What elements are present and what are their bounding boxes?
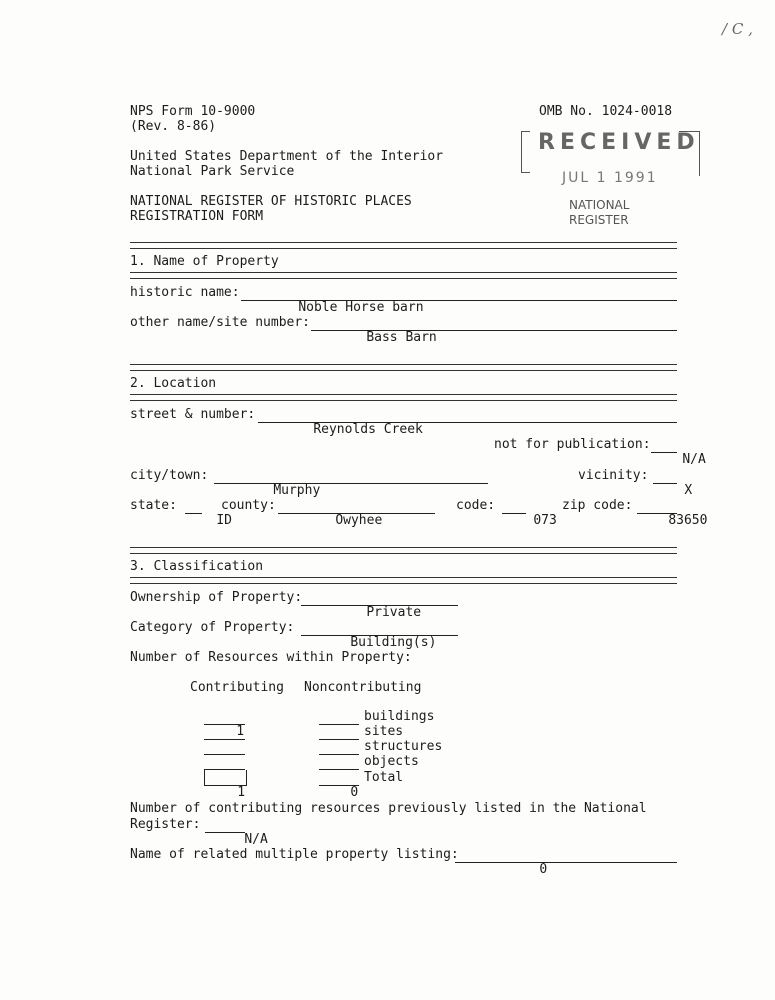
- sites-label: sites: [364, 724, 404, 739]
- section-separator: [130, 547, 677, 554]
- zip-value: 83650: [668, 513, 708, 528]
- street-label: street & number:: [130, 407, 256, 422]
- stamp-received-text: RECEIVED: [538, 130, 700, 155]
- vicinity-value: X: [684, 483, 693, 498]
- noncontributing-sites-field[interactable]: [319, 724, 359, 740]
- not-for-publication-label: not for publication:: [494, 437, 651, 452]
- county-value: Owyhee: [335, 513, 383, 528]
- objects-label: objects: [364, 754, 419, 769]
- previously-listed-label: Number of contributing resources previously listed in the National: [130, 801, 647, 816]
- corner-handwritten-mark: / C ,: [722, 20, 753, 38]
- noncontributing-total-field[interactable]: [319, 770, 359, 800]
- contributing-column-header: Contributing: [190, 680, 284, 695]
- multiple-property-field[interactable]: [455, 847, 677, 877]
- contributing-sites-field[interactable]: [204, 724, 245, 740]
- resources-label: Number of Resources within Property:: [130, 650, 412, 665]
- ownership-field[interactable]: [301, 590, 458, 620]
- buildings-label: buildings: [364, 709, 435, 724]
- other-name-value: Bass Barn: [366, 330, 437, 345]
- noncontributing-structures-field[interactable]: [319, 739, 359, 755]
- noncontributing-total-value: 0: [350, 785, 359, 800]
- contributing-buildings-field[interactable]: [204, 709, 245, 739]
- historic-name-label: historic name:: [130, 285, 240, 300]
- form-number: NPS Form 10-9000: [130, 104, 256, 119]
- section-separator: [130, 577, 677, 584]
- previously-listed-value: N/A: [244, 832, 268, 847]
- register-name: NATIONAL REGISTER OF HISTORIC PLACES: [130, 194, 412, 209]
- state-value: ID: [216, 513, 232, 528]
- department-name: United States Department of the Interior: [130, 149, 444, 164]
- contributing-structures-field[interactable]: [204, 739, 245, 755]
- state-label: state:: [130, 498, 177, 513]
- historic-name-field[interactable]: [241, 285, 677, 315]
- noncontributing-column-header: Noncontributing: [304, 680, 422, 695]
- street-field[interactable]: [258, 407, 677, 437]
- ownership-label: Ownership of Property:: [130, 590, 303, 605]
- multiple-property-value: 0: [539, 862, 548, 877]
- street-value: Reynolds Creek: [313, 422, 423, 437]
- form-name: REGISTRATION FORM: [130, 209, 264, 224]
- vicinity-label: vicinity:: [578, 468, 649, 483]
- other-name-label: other name/site number:: [130, 315, 311, 330]
- county-label: county:: [221, 498, 276, 513]
- ownership-value: Private: [366, 605, 422, 620]
- contributing-total-field[interactable]: [204, 770, 247, 800]
- contributing-objects-field[interactable]: [204, 754, 245, 770]
- city-field[interactable]: [214, 468, 488, 498]
- stamp-register: REGISTER: [569, 213, 629, 227]
- section-2-heading: 2. Location: [130, 376, 217, 391]
- not-for-publication-value: N/A: [682, 452, 706, 467]
- code-value: 073: [533, 513, 557, 528]
- form-revision: (Rev. 8-86): [130, 119, 217, 134]
- section-separator: [130, 364, 677, 371]
- noncontributing-buildings-field[interactable]: [319, 709, 359, 725]
- zip-field[interactable]: [637, 498, 708, 528]
- omb-number: OMB No. 1024-0018: [539, 104, 673, 119]
- code-label: code:: [456, 498, 496, 513]
- previously-listed-register-label: Register:: [130, 817, 201, 832]
- section-separator: [130, 272, 677, 279]
- code-field[interactable]: [502, 498, 557, 528]
- city-label: city/town:: [130, 468, 209, 483]
- category-field[interactable]: [301, 620, 458, 650]
- other-name-field[interactable]: [311, 315, 677, 345]
- structures-label: structures: [364, 739, 443, 754]
- state-field[interactable]: [185, 498, 232, 528]
- category-value: Building(s): [350, 635, 437, 650]
- multiple-property-label: Name of related multiple property listing:: [130, 847, 459, 862]
- historic-name-value: Noble Horse barn: [298, 300, 424, 315]
- stamp-national: NATIONAL: [569, 198, 630, 212]
- zip-label: zip code:: [562, 498, 633, 513]
- stamp-date: JUL 1 1991: [562, 170, 658, 186]
- previously-listed-field[interactable]: [205, 817, 268, 847]
- service-name: National Park Service: [130, 164, 295, 179]
- county-field[interactable]: [278, 498, 435, 528]
- noncontributing-objects-field[interactable]: [319, 754, 359, 770]
- city-value: Murphy: [273, 483, 321, 498]
- contributing-buildings-value: 1: [236, 724, 245, 739]
- section-separator: [130, 242, 677, 249]
- category-label: Category of Property:: [130, 620, 295, 635]
- contributing-total-value: 1: [237, 785, 246, 800]
- section-separator: [130, 394, 677, 401]
- vicinity-field[interactable]: [653, 468, 693, 498]
- section-3-heading: 3. Classification: [130, 559, 264, 574]
- total-label: Total: [364, 770, 404, 785]
- section-1-heading: 1. Name of Property: [130, 254, 279, 269]
- not-for-publication-field[interactable]: [651, 437, 706, 467]
